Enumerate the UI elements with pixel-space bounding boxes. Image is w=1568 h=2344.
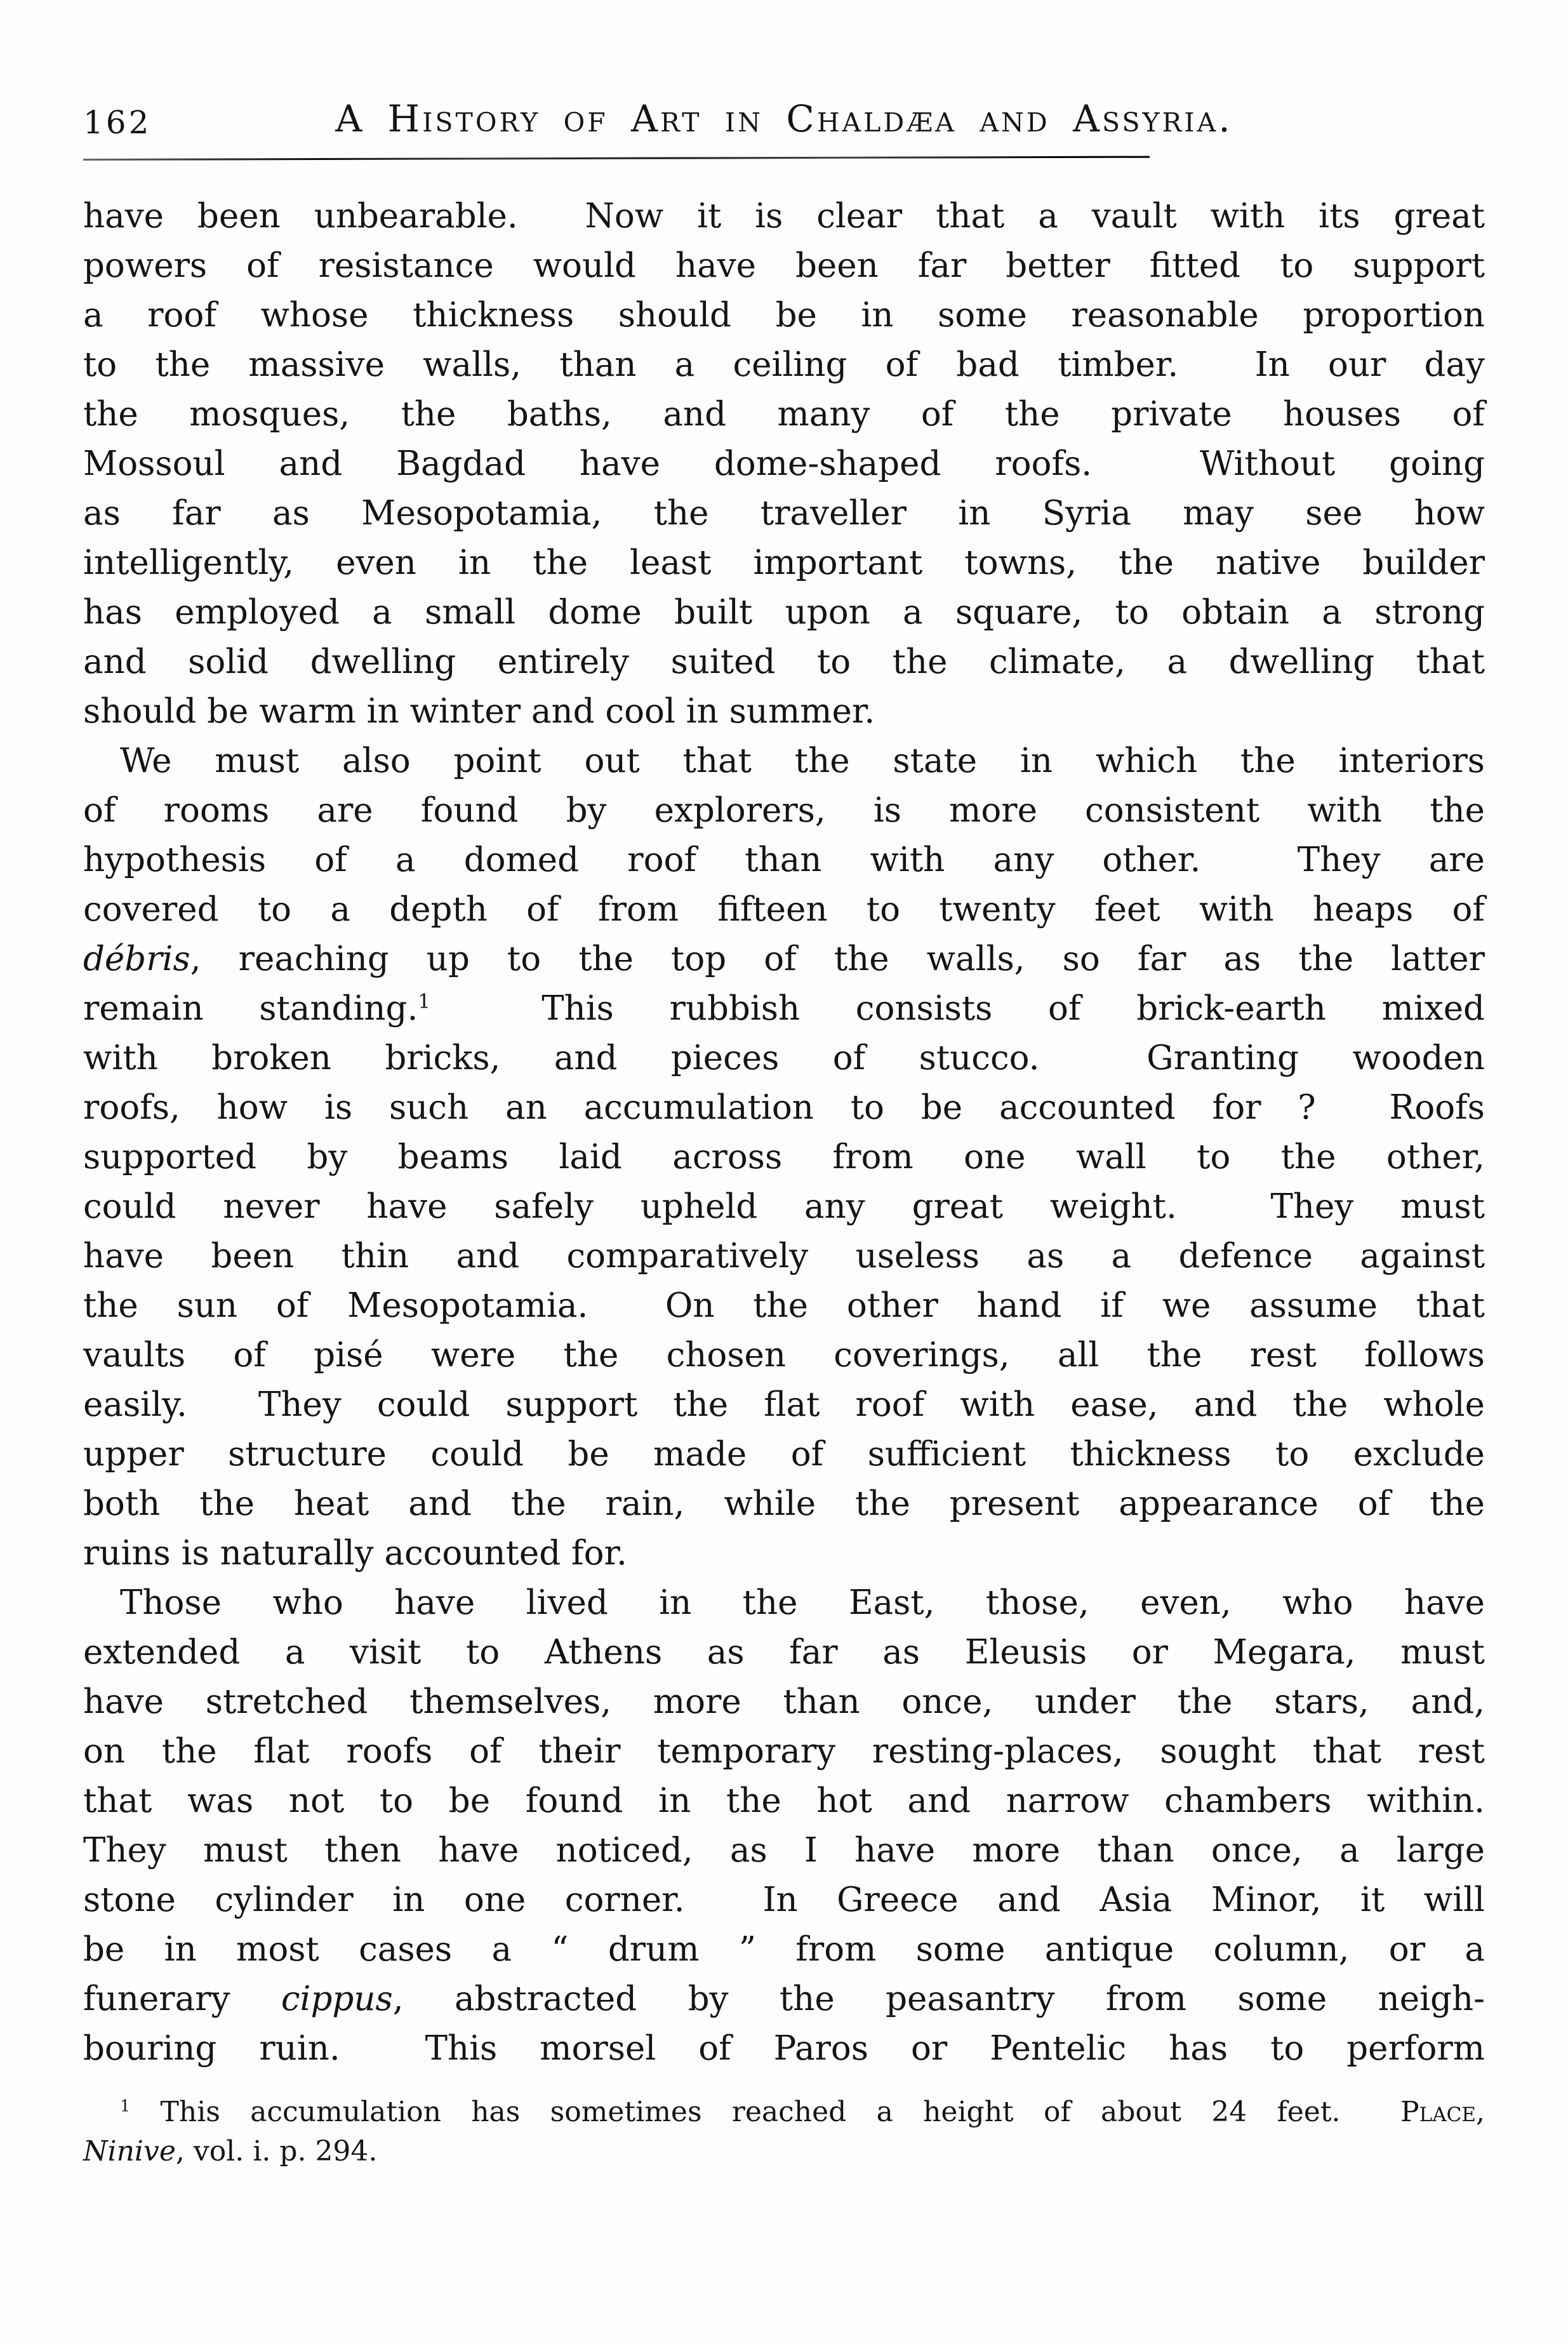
text-line: roofs, how is such an accumulation to be accounted for ? Roofs	[83, 1088, 1485, 1127]
text-line: as far as Mesopotamia, the traveller in Syria may see how	[83, 494, 1485, 533]
text-line: ruins is naturally accounted for.	[83, 1534, 627, 1573]
text-line: covered to a depth of from fifteen to twenty feet with heaps of	[83, 890, 1485, 929]
header-rule	[83, 156, 1150, 161]
text-line: vaults of pisé were the chosen coverings, all the rest follows	[83, 1336, 1485, 1375]
text-line: and solid dwelling entirely suited to the climate, a dwelling that	[83, 643, 1485, 681]
text-line: should be warm in winter and cool in summer.	[83, 692, 875, 731]
text-line: funerary cippus, abstracted by the peasantry from some neigh-	[83, 1980, 1485, 2018]
text-line: have been thin and comparatively useless as a defence against	[83, 1237, 1485, 1275]
paragraph	[83, 736, 1485, 1578]
text-line: upper structure could be made of sufficient thickness to exclude	[83, 1435, 1485, 1474]
text-line: Ninive, vol. i. p. 294.	[83, 2135, 378, 2168]
text-line: supported by beams laid across from one wall to the other,	[83, 1138, 1485, 1176]
text-line: They must then have noticed, as I have more than once, a large	[83, 1831, 1485, 1870]
text-line: $^1$ This accumulation has sometimes reached a height of about 24 feet. Place,	[120, 2096, 1485, 2128]
text-line: Those who have lived in the East, those, even, who have	[120, 1583, 1485, 1622]
text-line: that was not to be found in the hot and narrow chambers within.	[83, 1781, 1485, 1820]
text-line: have been unbearable. Now it is clear that a vault with its great	[83, 197, 1485, 236]
text-line: extended a visit to Athens as far as Eleusis or Megara, must	[83, 1633, 1485, 1672]
text-line: remain standing.$^1$ This rubbish consists of brick-earth mixed	[83, 989, 1485, 1028]
text-line: be in most cases a “ drum ” from some antique column, or a	[83, 1930, 1485, 1969]
text-line: powers of resistance would have been far better fitted to support	[83, 246, 1485, 285]
text-line: débris, reaching up to the top of the walls, so far as the latter	[83, 940, 1485, 978]
text-line: to the massive walls, than a ceiling of bad timber. In our day	[83, 345, 1485, 384]
text-block	[83, 192, 1485, 2074]
text-line: the sun of Mesopotamia. On the other hand if we assume that	[83, 1286, 1485, 1325]
text-line: intelligently, even in the least important towns, the native builder	[83, 543, 1485, 582]
text-line: easily. They could support the flat roof with ease, and the whole	[83, 1385, 1485, 1424]
text-line: has employed a small dome built upon a square, to obtain a strong	[83, 593, 1485, 632]
text-line: the mosques, the baths, and many of the private houses of	[83, 395, 1485, 434]
text-line: stone cylinder in one corner. In Greece and Asia Minor, it will	[83, 1881, 1485, 1919]
text-line: could never have safely upheld any great weight. They must	[83, 1187, 1485, 1226]
page-number: 162	[83, 104, 152, 141]
text-line: Mossoul and Bagdad have dome-shaped roofs. Without going	[83, 444, 1485, 483]
page-header	[83, 97, 1485, 147]
text-line: both the heat and the rain, while the present appearance of the	[83, 1484, 1485, 1523]
text-line: of rooms are found by explorers, is more consistent with the	[83, 791, 1485, 830]
text-line: on the flat roofs of their temporary resting-places, sought that rest	[83, 1732, 1485, 1771]
footnote	[83, 2093, 1485, 2171]
text-line: a roof whose thickness should be in some reasonable proportion	[83, 296, 1485, 335]
paragraph	[83, 2093, 1485, 2171]
paragraph	[83, 192, 1485, 736]
text-line: hypothesis of a domed roof than with any other. They are	[83, 841, 1485, 879]
text-line: We must also point out that the state in which the interiors	[120, 742, 1485, 780]
text-line: have stretched themselves, more than once, under the stars, and,	[83, 1682, 1485, 1721]
text-line: bouring ruin. This morsel of Paros or Pentelic has to perform	[83, 2029, 1485, 2068]
running-title: A History of Art in Chaldæa and Assyria.	[335, 97, 1233, 140]
text-line: with broken bricks, and pieces of stucco. Granting wooden	[83, 1039, 1485, 1077]
paragraph	[83, 1578, 1485, 2074]
